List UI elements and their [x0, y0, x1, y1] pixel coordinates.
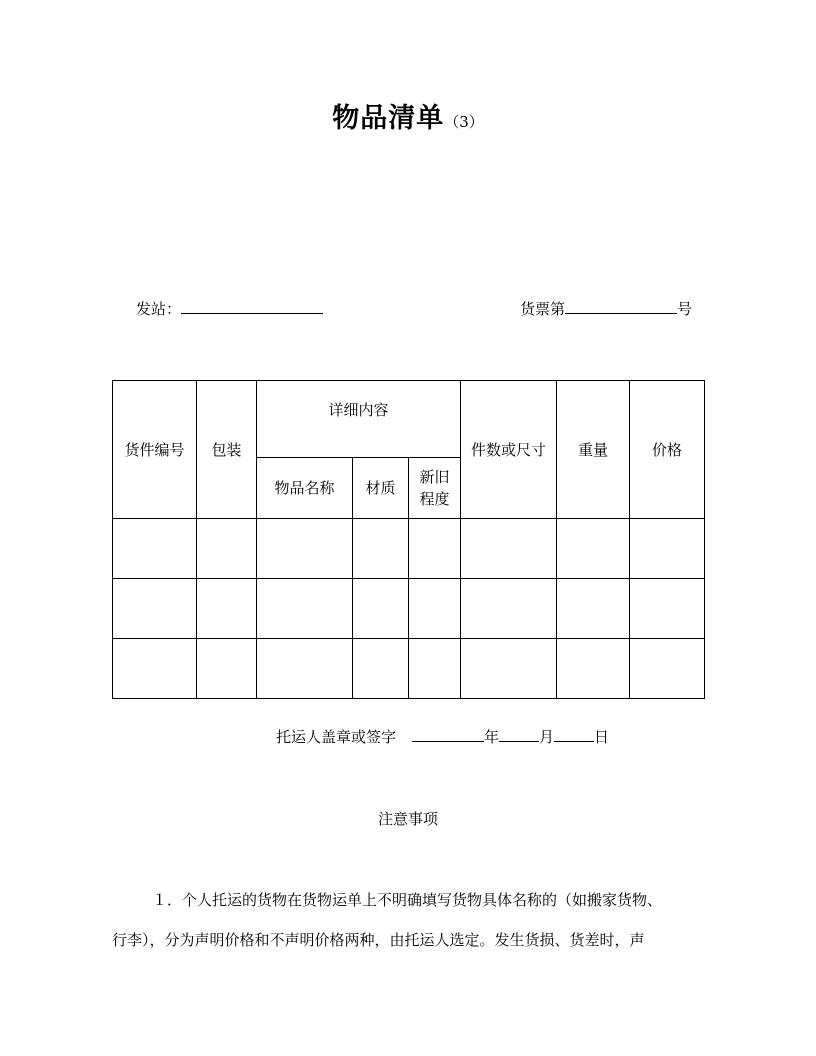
cell[interactable]	[353, 519, 409, 579]
cell[interactable]	[353, 639, 409, 699]
notice-item-1-line-1: １．个人托运的货物在货物运单上不明确填写货物具体名称的（如搬家货物、	[152, 891, 663, 909]
cell[interactable]	[630, 519, 705, 579]
table-row	[113, 579, 705, 639]
station-input[interactable]	[181, 299, 323, 314]
cell[interactable]	[461, 519, 557, 579]
month-label: 月	[539, 728, 555, 746]
cell[interactable]	[113, 519, 197, 579]
day-input[interactable]	[554, 727, 594, 742]
cell[interactable]	[630, 579, 705, 639]
signature-label: 托运人盖章或签字	[276, 728, 397, 746]
header-condition	[409, 458, 461, 519]
year-label: 年	[484, 728, 500, 746]
ticket-prefix: 货票第	[520, 300, 566, 318]
cell[interactable]	[197, 519, 257, 579]
header-condition-line1: 新旧	[419, 468, 450, 486]
table-row	[113, 519, 705, 579]
year-input[interactable]	[412, 727, 484, 742]
header-condition-line2: 程度	[419, 490, 450, 508]
header-detail: 详细内容	[257, 381, 461, 458]
items-table	[112, 380, 705, 699]
cell[interactable]	[353, 579, 409, 639]
cell[interactable]	[257, 519, 353, 579]
cell[interactable]	[557, 639, 630, 699]
table-row	[113, 639, 705, 699]
header-price: 价格	[630, 381, 705, 519]
signature-line	[276, 726, 609, 747]
station-field	[136, 298, 323, 319]
table-header-row	[113, 381, 705, 458]
header-material: 材质	[353, 458, 409, 519]
page-title	[0, 96, 816, 135]
title-main: 物品清单	[332, 103, 445, 134]
month-input[interactable]	[499, 727, 539, 742]
ticket-suffix: 号	[677, 300, 693, 318]
cell[interactable]	[461, 579, 557, 639]
ticket-number-input[interactable]	[565, 299, 677, 314]
cell[interactable]	[113, 639, 197, 699]
cell[interactable]	[113, 579, 197, 639]
cell[interactable]	[409, 639, 461, 699]
header-cargo-no: 货件编号	[113, 381, 197, 519]
cell[interactable]	[409, 519, 461, 579]
station-label: 发站：	[136, 300, 182, 318]
cell[interactable]	[257, 639, 353, 699]
cell[interactable]	[557, 519, 630, 579]
notice-item-1-line-2: 行李），分为声明价格和不声明价格两种，由托运人选定。发生货损、货差时，声	[112, 931, 645, 949]
header-count-size: 件数或尺寸	[461, 381, 557, 519]
notice-heading: 注意事项	[377, 810, 438, 828]
header-packing: 包装	[197, 381, 257, 519]
cell[interactable]	[557, 579, 630, 639]
title-suffix: （3）	[444, 113, 484, 131]
cell[interactable]	[197, 639, 257, 699]
header-weight: 重量	[557, 381, 630, 519]
header-item-name: 物品名称	[257, 458, 353, 519]
cell[interactable]	[257, 579, 353, 639]
cell[interactable]	[630, 639, 705, 699]
cell[interactable]	[461, 639, 557, 699]
cell[interactable]	[409, 579, 461, 639]
ticket-field	[520, 298, 692, 319]
day-label: 日	[594, 728, 610, 746]
cell[interactable]	[197, 579, 257, 639]
